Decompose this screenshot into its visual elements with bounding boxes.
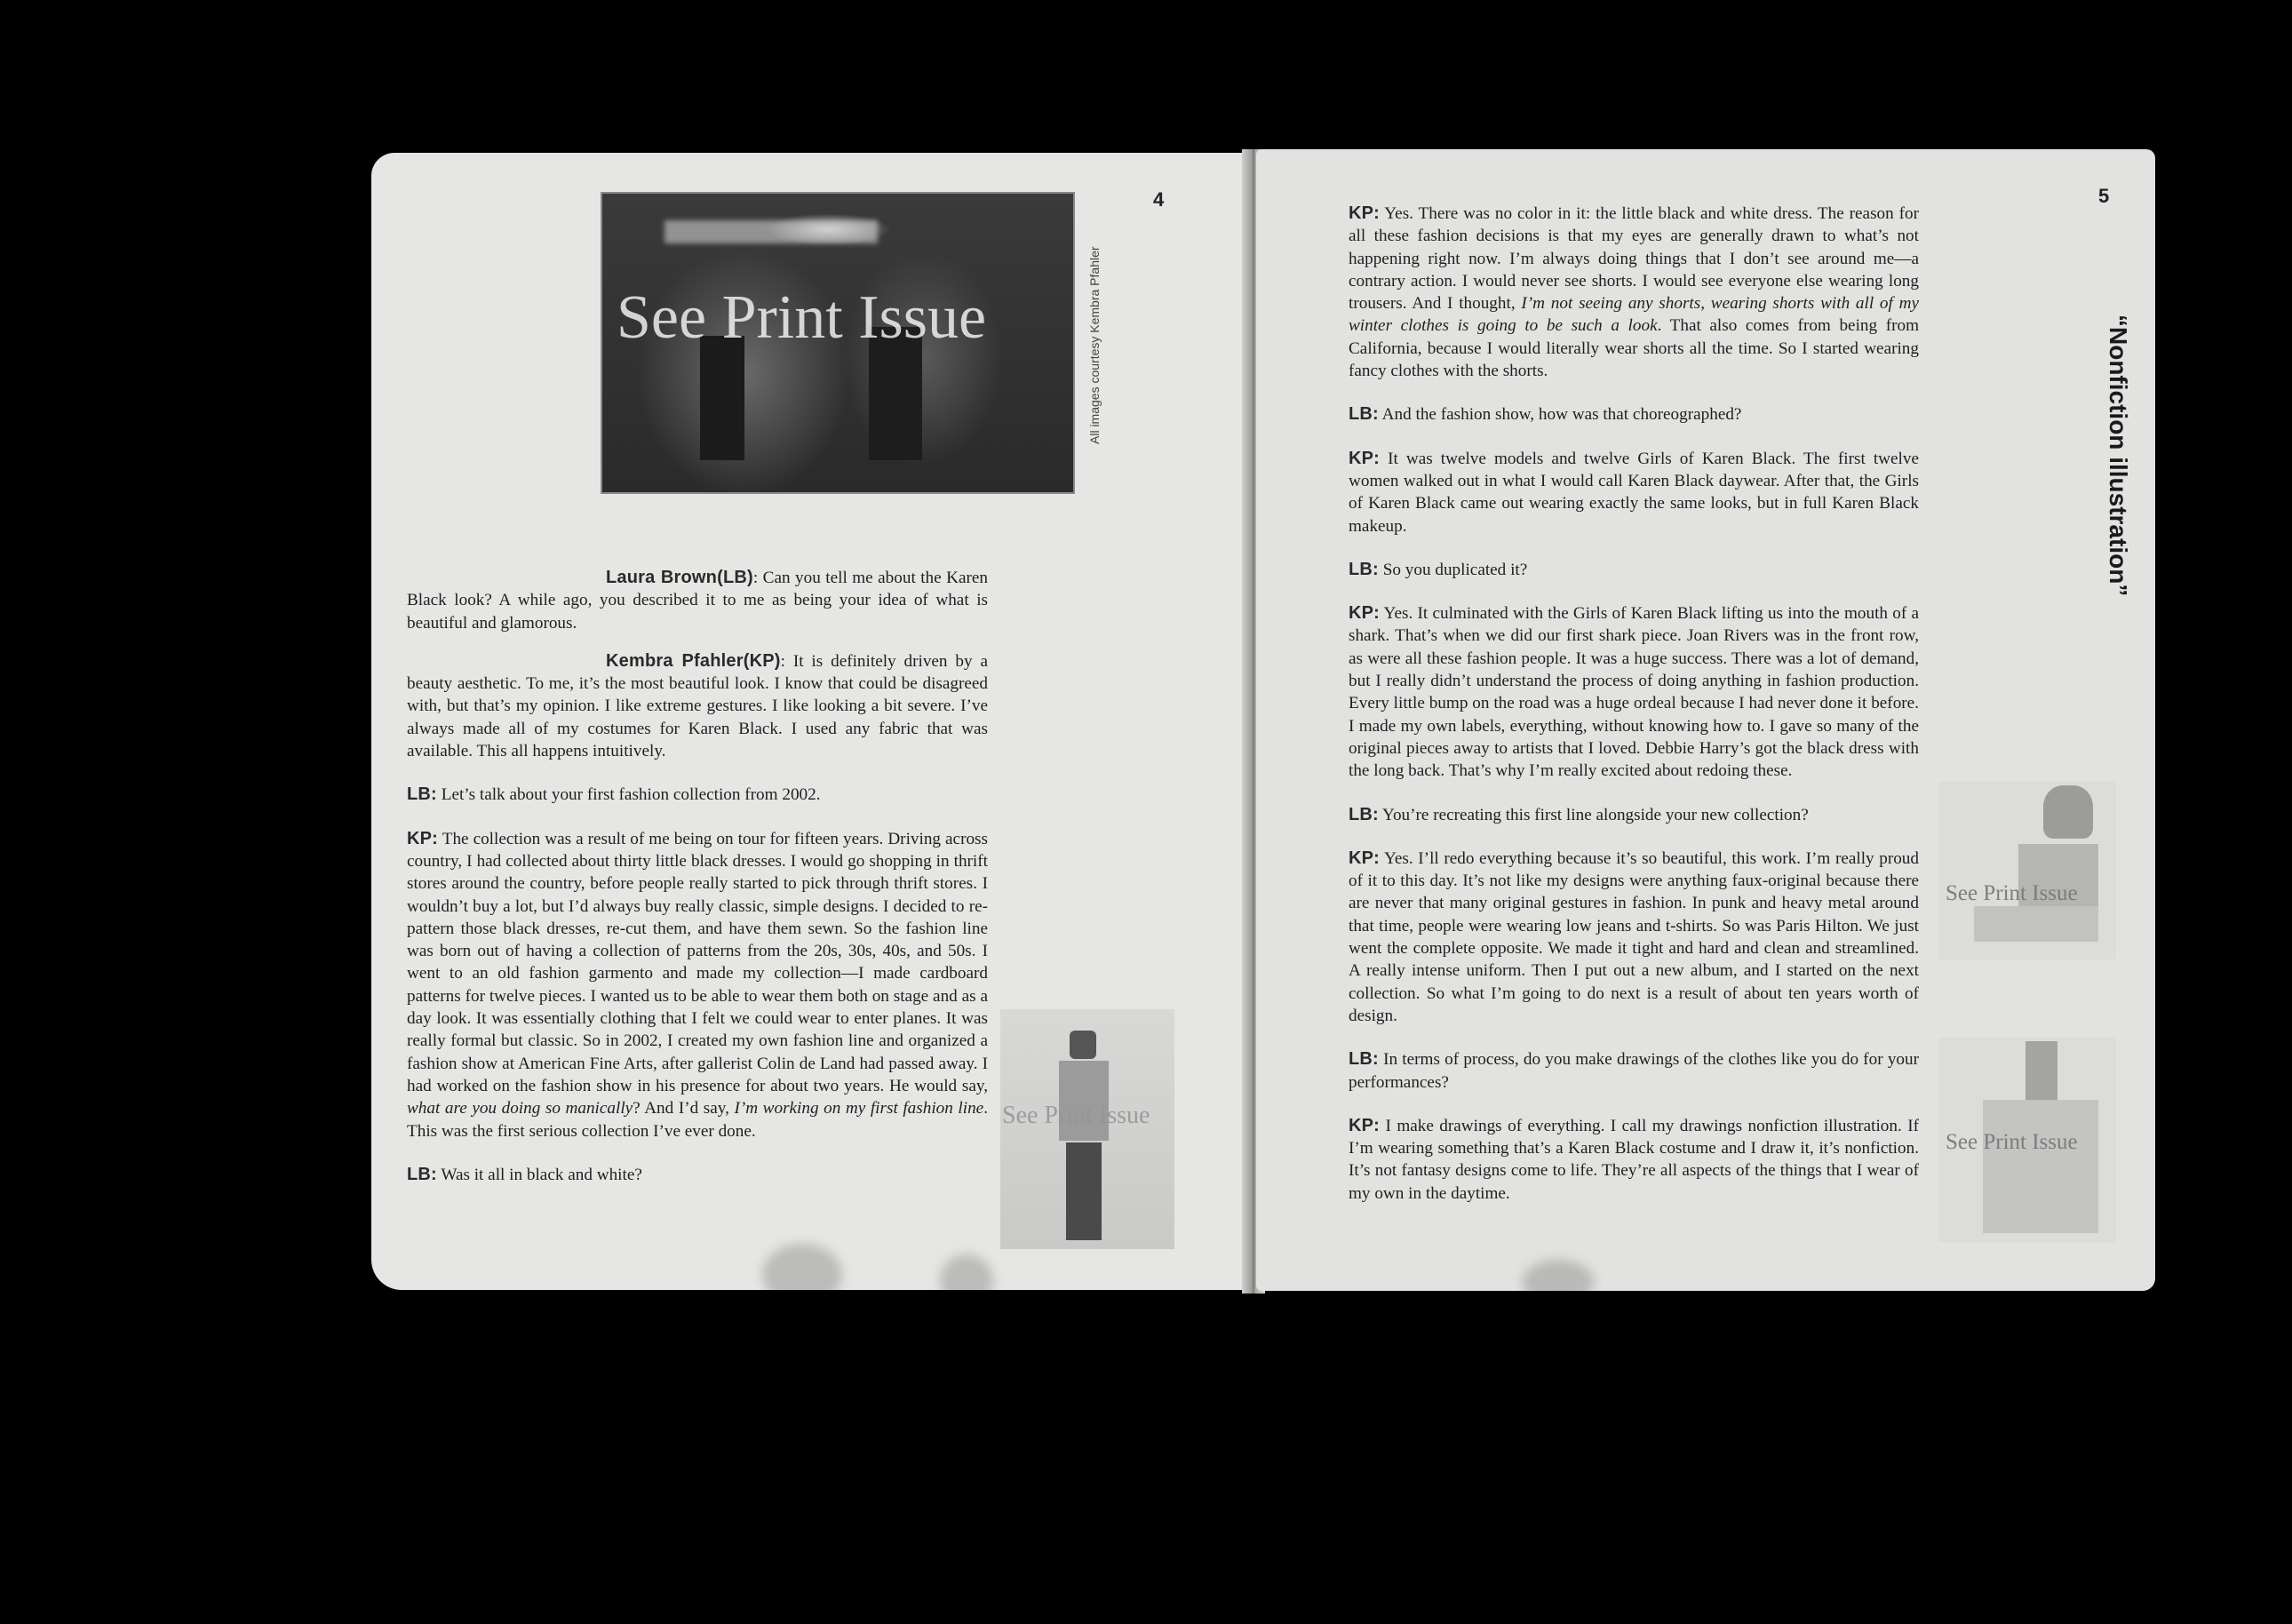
paragraph [1349,1048,1919,1094]
page-number: 5 [2098,185,2110,207]
paragraph-text: And the fashion show, how was that choreographed? [1378,405,1742,425]
paragraph-text: : It is definitely driven by a beauty aesthetic. To me, it’s the most beautiful look. I know that could be disagreed with, but that’s my opinion. I like extreme gestures. I like looking a bit severe. I’ve always made all of my costumes for Karen Black. I used any fabric that was available. This all happens intuitively. [407,651,988,761]
paragraph [407,828,988,1142]
paragraph-text: Yes. It culminated with the Girls of Karen Black lifting us into the mouth of a shark. That’s when we did our first shark piece. Joan Rivers was in the front row, as were all these fashion people. It was a huge success. There was a lot of demand, but I really didn’t understand the process of doing anything in fashion production. Every little bump on the road was a huge ordeal because I had never done it before. I made my own labels, everything, without knowing how to. I gave so many of the original pieces away to artists that I loved. Debbie Harry’s got the black dress with the long back. That’s why I’m really excited about redoing these. [1349,604,1919,781]
paragraph [407,650,988,762]
see-print-issue-label: See Print Issue [1946,881,2078,905]
page-number: 4 [1153,188,1165,211]
paragraph-text: ? And I’d say, [633,1099,735,1118]
paragraph-text: Yes. There was no color in it: the little black and white dress. The reason for all these fashion decisions is that my eyes are generally drawn to what’s not happening right now. I’m always doing things that I don’t see around me—a contrary action. I would never see shorts. I would see everyone else wearing long trousers. And I thought, [1349,204,1919,314]
interview-text-right [1349,203,1919,1226]
model-photo [1000,1009,1174,1249]
paragraph [1349,804,1919,826]
speaker-label: KP: [1349,848,1381,868]
italic-text: I’m not seeing any shorts, wearing shorts with all of my winter clothes is going to be such a look [1349,294,1919,336]
speaker-label: KP: [407,828,439,848]
illustration-1 [1938,782,2116,959]
see-print-issue-label: See Print Issue [617,283,987,352]
image-credit: All images courtesy Kembra Pfahler [1087,246,1102,444]
speaker-label: LB: [1349,1049,1379,1070]
fashion-show-photo [601,192,1075,494]
paragraph [1349,559,1919,581]
interview-text-left [407,567,988,1207]
paragraph-text: Let’s talk about your first fashion collection from 2002. [436,785,821,805]
right-page [1256,149,2155,1291]
paragraph [1349,203,1919,382]
paragraph-text: Yes. I’ll redo everything because it’s so beautiful, this work. I’m really proud of it to this day. It’s not like my designs were anything faux-original because there are never that many original gestures in fashion. In punk and heavy metal around that time, people were wearing low jeans and t-shirts. So was Paris Hilton. We just went the complete opposite. We made it tight and hard and clean and streamlined. A really intense uniform. Then I put out a new album, and I started on the next collection. So what I’m going to do next is a result of about ten years worth of design. [1349,848,1919,1025]
paragraph-text: : Can you tell me about the Karen Black look? A while ago, you described it to me as being your idea of what is beautiful and glamorous. [407,569,989,633]
paragraph-text: It was twelve models and twelve Girls of Karen Black. The first twelve women walked out in what I would call Karen Black daywear. After that, the Girls of Karen Black came out wearing exactly the same looks, but in full Karen Black makeup. [1349,449,1919,536]
paragraph-text: . That also comes from being from California, because I would literally wear shorts all the time. So I started wearing fancy clothes with the shorts. [1349,316,1919,381]
speaker-label: Kembra Pfahler(KP) [606,650,781,671]
paragraph-text: . This was the first serious collection I’ve ever done. [407,1099,988,1141]
model-silhouette [700,336,744,460]
speaker-label: KP: [1349,203,1381,223]
speaker-label: KP: [1349,603,1381,624]
italic-text: I’m working on my first fashion line [734,1099,984,1118]
paragraph-text: I make drawings of everything. I call my drawings nonfiction illustration. If I’m wearing something that’s a Karen Black costume and I draw it, it’s nonfiction. It’s not fantasy designs come to life. They’re all aspects of the things that I wear of my own in the daytime. [1349,1116,1919,1203]
paragraph-text: Was it all in black and white? [436,1165,642,1184]
drawing-head [2043,785,2093,839]
banner-text-blur [665,220,878,243]
speaker-label: LB: [407,784,437,805]
speaker-label: LB: [407,1164,437,1184]
left-page [371,153,1254,1290]
drawing-dress [1983,1100,2098,1233]
paragraph [407,1164,988,1186]
speaker-label: LB: [1349,804,1379,824]
paragraph [407,567,988,634]
see-print-issue-label: See Print Issue [1946,1130,2078,1154]
paragraph-text: The collection was a result of me being on tour for fifteen years. Driving across country, I had collected about thirty little black dresses. I would go shopping in thrift stores around the country, before people really started to pick through thrift stores. I wouldn’t buy a lot, but I’d always buy really classic, simple designs. I decided to re-pattern those black dresses, re-cut them, and have them sewn. So the fashion line was born out of having a collection of patterns from the 20s, 30s, 40s, and 50s. I went to an old fashion garmento and made my collection—I made cardboard patterns for twelve pieces. I wanted us to be able to wear them both on stage and as a day look. It was essentially clothing that I felt we could wear to enter planes. It was really formal but classic. So in 2002, I created my own fashion line and organized a fashion show at American Fine Arts, after gallerist Colin de Land had passed away. I had worked on the fashion show in his presence for about two years. He would say, [407,829,988,1095]
speaker-label: KP: [1349,448,1381,468]
scan-shadow [1523,1260,1594,1291]
illustration-2 [1938,1038,2116,1242]
scan-shadow [762,1244,842,1290]
paragraph-text: So you duplicated it? [1378,560,1528,579]
speaker-label: LB: [1349,404,1379,425]
speaker-label: Laura Brown(LB) [606,568,753,587]
drawing-base [1974,906,2098,942]
paragraph [1349,848,1919,1027]
italic-text: what are you doing so manically [407,1099,633,1118]
model-head [1070,1031,1096,1059]
paragraph [1349,1115,1919,1205]
paragraph [1349,448,1919,537]
vertical-section-title: “Nonfiction illustration” [2105,314,2132,597]
see-print-issue-label: See Print Issue [1002,1102,1150,1129]
paragraph-text: You’re recreating this first line alongside your new collection? [1378,805,1809,824]
paragraph [1349,403,1919,426]
paragraph [1349,602,1919,782]
speaker-label: KP: [1349,1115,1381,1135]
scan-shadow [940,1254,993,1290]
paragraph-text: In terms of process, do you make drawings of the clothes like you do for your performances? [1349,1050,1919,1092]
paragraph [407,784,988,806]
model-legs [1066,1142,1102,1240]
speaker-label: LB: [1349,559,1379,579]
